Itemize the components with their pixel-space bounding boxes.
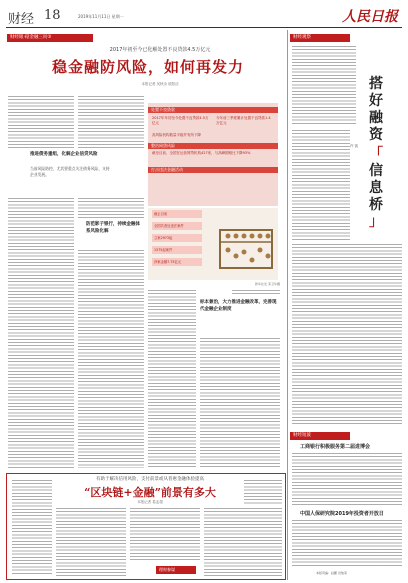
title-char: 好 [369, 93, 383, 109]
news-brief-2: 中国人保研究院2019年投资者开放日 [300, 511, 384, 517]
info-box-2: 全国共查处违法案件 [152, 222, 202, 230]
news-brief-tag: 财经短波 [290, 432, 350, 440]
title-char: 融 [369, 110, 383, 126]
lead-byline: 本报记者 吴秋余 欧阳洁 [141, 82, 179, 86]
info-section-2: 整治网贷风险 [148, 143, 278, 149]
subhead-left-2 [86, 222, 144, 235]
title-char: 「 [369, 146, 383, 162]
body-text-block [8, 96, 74, 148]
lead-kicker: 2017年初至今已化解处置不良贷款4.5万亿元 [109, 47, 211, 53]
right-column-author: 许 凯 [350, 144, 359, 148]
right-column-title [364, 76, 388, 144]
body-text-block [232, 290, 280, 296]
info-section-3: 打击违法金融活动 [148, 167, 278, 173]
right-column-title-2 [364, 146, 388, 231]
bottom-kicker: 有助于解决信用风险，支付前景或从普惠金融体验提高 [96, 477, 204, 482]
page-editors: 本版责编：赵鹏 田俊荣 [316, 571, 347, 575]
subhead-left-2-text: 防范影子银行，持续金融体系风险化解 [86, 222, 140, 234]
subhead-left-1-note [30, 166, 110, 177]
body-text-block [148, 290, 196, 468]
page-number: 18 [44, 8, 61, 23]
subhead-left-1-text: 推进债务重组，化解企业信贷风险 [30, 152, 98, 157]
body-text-block [292, 130, 350, 240]
info-box-1: 截止目前 [152, 210, 202, 218]
body-text-block [292, 244, 402, 426]
body-text-block [12, 480, 52, 576]
bottom-column-tag: 理财参谋 [156, 566, 196, 574]
body-text-block [292, 453, 402, 505]
info-box-5: 涉案金额7.75亿元 [152, 258, 202, 266]
paper-logo: 人民日报 [342, 9, 398, 25]
lead-headline: 稳金融防风险，如何再发力 [51, 58, 244, 76]
info-section-1: 处置不良贷款 [148, 107, 278, 113]
body-text-block [56, 508, 126, 576]
column-tag: 财经眼·稳金融三问③ [7, 34, 93, 42]
body-text-block [204, 508, 282, 576]
info-box-4: 1575起案件 [152, 246, 202, 254]
body-text-block [200, 338, 280, 468]
info-box-3: 立案2973起 [152, 234, 202, 242]
news-brief-1: 工商银行积极服务第二届进博会 [300, 444, 371, 450]
bottom-headline: “区块链+金融”前景有多大 [84, 486, 216, 499]
body-text-block [8, 198, 74, 468]
body-text-block [244, 480, 282, 504]
right-column-tag: 财经观察 [290, 34, 350, 42]
subhead-mid-text: 标本兼治，大力推进金融改革，完善现代金融企业制度 [200, 300, 277, 312]
title-char: 信 [369, 163, 383, 179]
info-item-1b: 今年前三季度累计处置不良贷款1.4万亿元 [216, 116, 271, 125]
title-char: 桥 [369, 197, 383, 213]
body-text-block [78, 198, 144, 218]
title-char: 」 [369, 214, 383, 230]
title-char: 息 [369, 180, 383, 196]
body-text-block [292, 520, 402, 568]
abacus-illustration [218, 222, 274, 274]
infographic-panel [148, 103, 278, 206]
body-text-block [130, 508, 200, 562]
info-item-2a: 截至目前，全国在运营网贷机构427家，与高峰期相比下降93% [152, 151, 251, 155]
infographic-case-panel [148, 208, 278, 280]
title-char: 资 [369, 127, 383, 143]
body-text-block [292, 46, 356, 126]
bottom-byline: 本报记者 葛孟超 [137, 500, 163, 504]
subhead-left-1-note-text: 当前风险防控，尤其要重点关注债务风险，支持企业发展。 [30, 166, 110, 177]
issue-date: 2019年11月11日 星期一 [78, 14, 124, 19]
subhead-left-1 [30, 152, 106, 159]
title-char: 搭 [369, 76, 383, 92]
body-text-block [78, 96, 144, 148]
masthead [6, 6, 402, 28]
subhead-mid [200, 300, 280, 313]
info-item-1c: 高风险机构数量平稳并有所下降 [152, 133, 201, 137]
photo-caption: 新华社发 邓卫华摄 [255, 282, 280, 286]
column-divider [287, 30, 288, 580]
section-name: 财经 [8, 12, 35, 27]
info-item-1a: 2017年年初至今处置不良贷款4.5万亿元 [152, 116, 209, 125]
body-text-block [78, 250, 144, 468]
